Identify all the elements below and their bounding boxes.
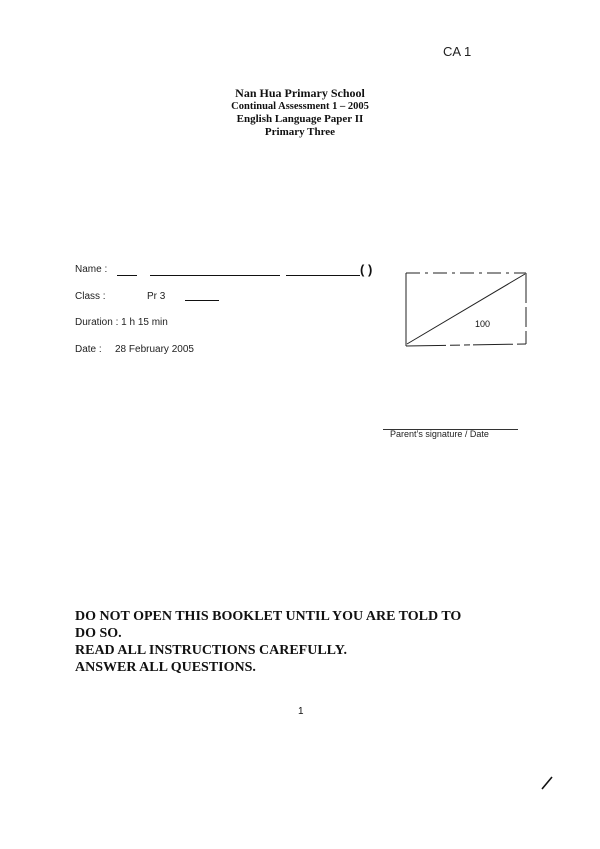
class-blank-line bbox=[185, 300, 219, 301]
instruction-line: DO SO. bbox=[75, 626, 122, 641]
name-blank-line bbox=[117, 275, 137, 276]
document-header bbox=[0, 87, 600, 139]
date-label: Date : bbox=[75, 344, 102, 355]
instruction-line: READ ALL INSTRUCTIONS CAREFULLY. bbox=[75, 643, 348, 658]
instruction-line: DO NOT OPEN THIS BOOKLET UNTIL YOU ARE TOLD TO bbox=[75, 609, 462, 624]
register-number-parentheses: ( ) bbox=[360, 262, 373, 277]
score-box bbox=[405, 270, 527, 348]
instruction-line: ANSWER ALL QUESTIONS. bbox=[75, 660, 256, 675]
name-blank-line bbox=[150, 275, 280, 276]
name-blank-line bbox=[286, 275, 360, 276]
level-title: Primary Three bbox=[264, 126, 336, 138]
name-label: Name : bbox=[75, 264, 108, 275]
score-box-frame bbox=[405, 270, 527, 348]
score-total: 100 bbox=[475, 319, 491, 329]
class-label: Class : bbox=[75, 291, 106, 302]
school-name: Nan Hua Primary School bbox=[235, 86, 365, 100]
pen-slash-mark bbox=[540, 775, 554, 796]
parent-signature-label: Parent’s signature / Date bbox=[390, 429, 489, 439]
page-number: 1 bbox=[298, 706, 304, 717]
class-value: Pr 3 bbox=[147, 291, 166, 302]
corner-handwritten-mark: CA 1 bbox=[443, 44, 472, 59]
assessment-title: Continual Assessment 1 – 2005 bbox=[231, 101, 369, 112]
duration-text: Duration : 1 h 15 min bbox=[75, 317, 168, 328]
paper-title: English Language Paper II bbox=[236, 113, 364, 125]
instructions-block bbox=[75, 608, 535, 676]
date-value: 28 February 2005 bbox=[115, 344, 194, 355]
